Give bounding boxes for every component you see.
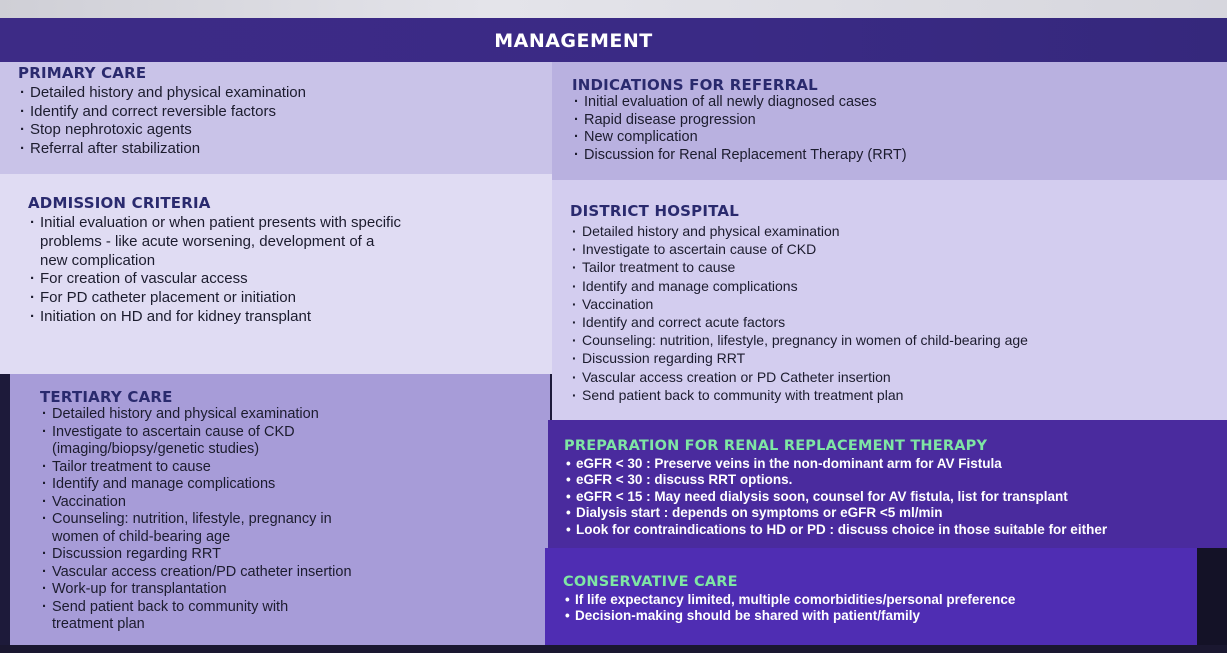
list-item: · Send patient back to community with treatment plan [570, 386, 1227, 404]
list-item: · Discussion regarding RRT [570, 349, 1227, 367]
conservative-heading: CONSERVATIVE CARE [563, 574, 738, 590]
list-item: · Work-up for transplantation [40, 581, 550, 599]
tertiary-heading: TERTIARY CARE [40, 388, 173, 406]
list-item-continuation: new complication [40, 251, 156, 269]
list-item: · New complication [572, 129, 1227, 147]
list-item: • Look for contraindications to HD or PD : discuss choice in those suitable for either [564, 522, 1227, 538]
list-item: · Send patient back to community with [40, 599, 550, 617]
district-heading: DISTRICT HOSPITAL [570, 202, 739, 220]
list-item: • If life expectancy limited, multiple comorbidities/personal preference [563, 592, 1197, 608]
admission-list [28, 214, 552, 327]
list-item: · Identify and correct acute factors [570, 313, 1227, 331]
rrt-preparation-list [564, 456, 1227, 538]
admission-heading: ADMISSION CRITERIA [28, 194, 211, 212]
list-item-continuation: women of child-bearing age [52, 528, 231, 545]
page-title: MANAGEMENT [494, 30, 653, 52]
list-item: · Identify and manage complications [40, 476, 550, 494]
list-item: • eGFR < 30 : discuss RRT options. [564, 472, 1227, 488]
primary-care-list [18, 84, 552, 158]
list-item: · Vascular access creation/PD catheter insertion [40, 564, 550, 582]
list-item: · Tailor treatment to cause [570, 258, 1227, 276]
list-item: • eGFR < 30 : Preserve veins in the non-dominant arm for AV Fistula [564, 456, 1227, 472]
list-item: · Counseling: nutrition, lifestyle, pregnancy in women of child-bearing age [570, 331, 1227, 349]
referral-list [572, 94, 1227, 164]
list-item: · Referral after stabilization [18, 140, 552, 159]
list-item: · Stop nephrotoxic agents [18, 121, 552, 140]
tertiary-list [40, 406, 550, 634]
list-item: · Identify and correct reversible factors [18, 103, 552, 122]
list-item: · For creation of vascular access [28, 270, 552, 289]
list-item: · Investigate to ascertain cause of CKD [570, 240, 1227, 258]
list-item: · For PD catheter placement or initiation [28, 289, 552, 308]
list-item: • Decision-making should be shared with patient/family [563, 608, 1197, 624]
list-item-continuation: (imaging/biopsy/genetic studies) [52, 441, 260, 457]
list-item: · Vaccination [40, 494, 550, 512]
conservative-care-panel [545, 548, 1197, 645]
list-item: · Detailed history and physical examination [18, 84, 552, 103]
list-item-continuation: treatment plan [52, 616, 145, 632]
list-item: · Vaccination [570, 295, 1227, 313]
list-item: · Initiation on HD and for kidney transplant [28, 308, 552, 327]
rrt-preparation-heading: PREPARATION FOR RENAL REPLACEMENT THERAPY [564, 438, 988, 454]
list-item: · Vascular access creation or PD Catheter insertion [570, 368, 1227, 386]
title-banner [0, 18, 1227, 64]
referral-heading: INDICATIONS FOR REFERRAL [572, 76, 818, 94]
primary-care-panel [0, 62, 552, 174]
list-item: · Initial evaluation or when patient presents with specific [28, 214, 552, 233]
district-list [570, 222, 1227, 404]
screen-bezel-right [1197, 548, 1227, 653]
district-hospital-panel [552, 180, 1227, 420]
list-item: · Investigate to ascertain cause of CKD [40, 424, 550, 442]
referral-indications-panel [552, 62, 1227, 180]
admission-criteria-panel [0, 174, 552, 374]
conservative-list [563, 592, 1197, 625]
screen-bezel-bottom [0, 645, 1227, 653]
list-item: · Tailor treatment to cause [40, 459, 550, 477]
rrt-preparation-panel [548, 420, 1227, 548]
list-item: · Initial evaluation of all newly diagnosed cases [572, 94, 1227, 112]
list-item-continuation: problems - like acute worsening, development of a [40, 232, 375, 250]
list-item: · Detailed history and physical examination [570, 222, 1227, 240]
list-item: · Discussion for Renal Replacement Therapy (RRT) [572, 147, 1227, 165]
list-item: · Identify and manage complications [570, 277, 1227, 295]
list-item: · Detailed history and physical examination [40, 406, 550, 424]
primary-care-heading: PRIMARY CARE [18, 64, 147, 82]
list-item: • eGFR < 15 : May need dialysis soon, counsel for AV fistula, list for transplant [564, 489, 1227, 505]
list-item: · Rapid disease progression [572, 112, 1227, 130]
list-item: · Counseling: nutrition, lifestyle, pregnancy in [40, 511, 550, 529]
tertiary-care-panel [10, 374, 550, 653]
list-item: · Discussion regarding RRT [40, 546, 550, 564]
list-item: • Dialysis start : depends on symptoms or eGFR <5 ml/min [564, 505, 1227, 521]
